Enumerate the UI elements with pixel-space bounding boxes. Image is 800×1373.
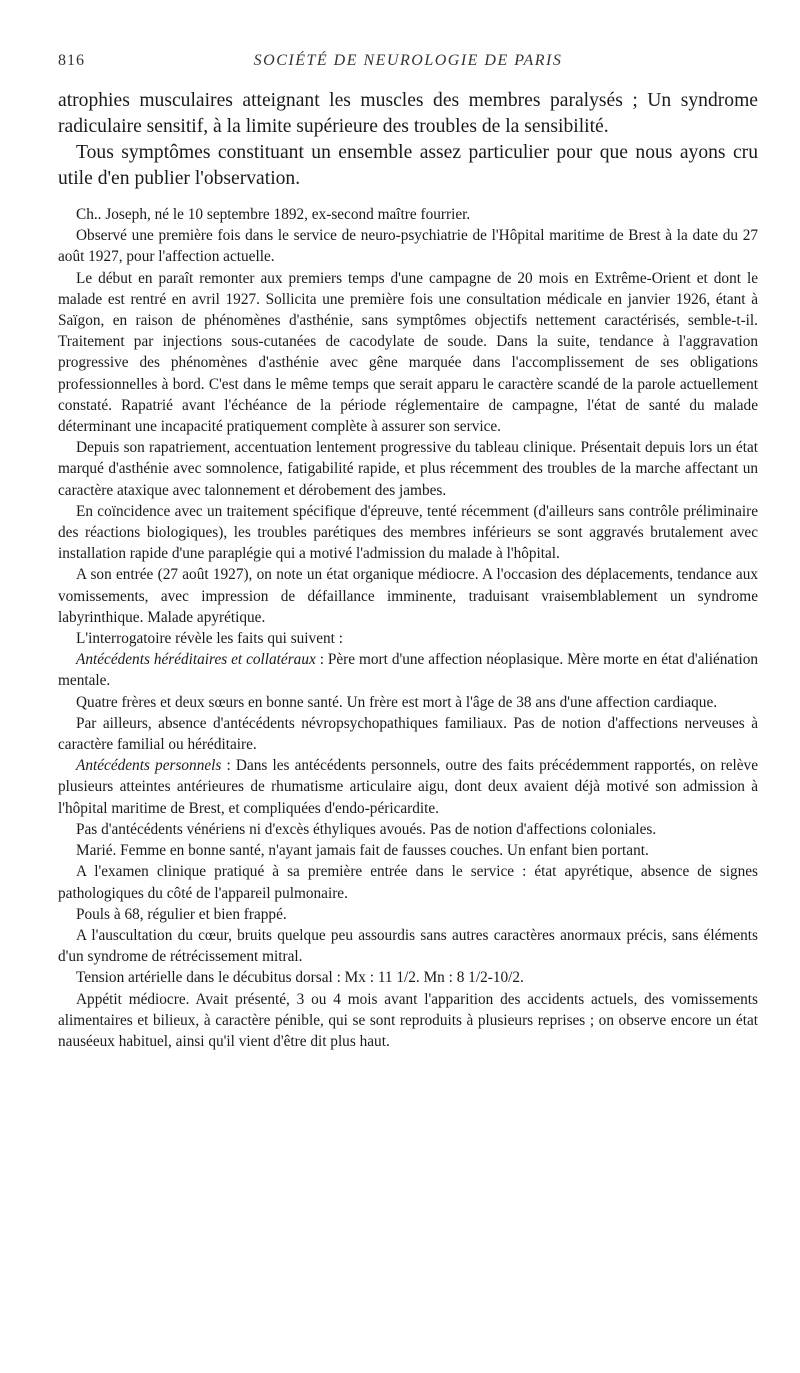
obs-paragraph: Pas d'antécédents vénériens ni d'excès éthyliques avoués. Pas de notion d'affections coloniales. <box>76 820 657 838</box>
obs-paragraph: Ch.. Joseph, né le 10 septembre 1892, ex-second maître fourrier. <box>76 206 471 223</box>
obs-paragraph: A l'auscultation du cœur, bruits quelque peu assourdis sans autres caractères anormaux précis, sans éléments d'un syndrome de rétrécissement mitral. <box>58 926 758 966</box>
obs-paragraph: A son entrée (27 août 1927), on note un état organique médiocre. A l'occasion des déplacements, tendance aux vomissements, avec impression de défaillance imminente, traduisant vraisemblablement un syndrome labyrinthique. Malade apyrétique. <box>58 566 758 626</box>
running-header <box>58 52 758 80</box>
obs-paragraph: Tension artérielle dans le décubitus dorsal : Mx : 11 1/2. Mn : 8 1/2-10/2. <box>76 969 524 987</box>
page-number: 816 <box>58 52 85 69</box>
obs-paragraph: A l'examen clinique pratiqué à sa première entrée dans le service : état apyrétique, absence de signes pathologiques du côté de l'appareil pulmonaire. <box>58 863 758 902</box>
obs-paragraph: En coïncidence avec un traitement spécifique d'épreuve, tenté récemment (d'ailleurs sans contrôle préliminaire des réactions biologiques), les troubles parétiques des membres inférieurs se sont aggravés brutalement avec installation rapide d'une paraplégie qui a motivé l'admission du malade à l'hôpital. <box>58 502 758 563</box>
intro-paragraph: Tous symptômes constituant un ensemble assez particulier pour que nous ayons cru utile d'en publier l'observation. <box>58 142 758 189</box>
observation-text <box>58 204 758 1052</box>
obs-paragraph: Antécédents personnels : Dans les antécédents personnels, outre des faits précédemment rapportés, on relève plusieurs atteintes antérieures de rhumatisme articulaire aigu, dont deux avaient déjà motivé son admission à l'hôpital maritime de Brest, et compliquées d'endo-péricardite. <box>58 757 758 817</box>
journal-title: SOCIÉTÉ DE NEUROLOGIE DE PARIS <box>253 52 563 69</box>
obs-paragraph: L'interrogatoire révèle les faits qui suivent : <box>76 630 343 648</box>
obs-paragraph: Quatre frères et deux sœurs en bonne santé. Un frère est mort à l'âge de 38 ans d'une affection cardiaque. <box>76 693 718 711</box>
obs-paragraph: Marié. Femme en bonne santé, n'ayant jamais fait de fausses couches. Un enfant bien portant. <box>76 842 649 860</box>
obs-paragraph: Antécédents héréditaires et collatéraux : Père mort d'une affection néoplasique. Mère morte en état d'aliénation mentale. <box>58 651 758 690</box>
obs-paragraph: Depuis son rapatriement, accentuation lentement progressive du tableau clinique. Présentait depuis lors un état marqué d'asthénie avec somnolence, fatigabilité rapide, et plus récemment des troubles de la marche affectant un caractère ataxique avec talonnement et dérobement des jambes. <box>58 439 758 499</box>
obs-paragraph: Observé une première fois dans le service de neuro-psychiatrie de l'Hôpital maritime de Brest à la date du 27 août 1927, pour l'affection actuelle. <box>58 227 758 266</box>
obs-paragraph: Par ailleurs, absence d'antécédents névropsychopathiques familiaux. Pas de notion d'affections nerveuses à caractère familial ou héréditaire. <box>58 714 758 754</box>
section-lead: Antécédents héréditaires et collatéraux <box>76 651 316 669</box>
intro-text <box>58 88 758 192</box>
intro-paragraph: atrophies musculaires atteignant les muscles des membres paralysés ; Un syndrome radiculaire sensitif, à la limite supérieure des troubles de la sensibilité. <box>58 90 758 137</box>
section-lead: Antécédents personnels <box>76 757 222 775</box>
obs-paragraph: Pouls à 68, régulier et bien frappé. <box>76 905 287 923</box>
obs-paragraph: Appétit médiocre. Avait présenté, 3 ou 4 mois avant l'apparition des accidents actuels, des vomissements alimentaires et bilieux, à caractère pénible, qui se sont reproduits à plusieurs reprises ; on observe encore un état nauséeux habituel, ainsi qu'il vient d'être dit plus haut. <box>58 990 758 1050</box>
obs-paragraph: Le début en paraît remonter aux premiers temps d'une campagne de 20 mois en Extrême-Orient et dont le malade est rentré en avril 1927. Sollicita une première fois une consultation médicale en janvier 1926, étant à Saïgon, en raison de phénomènes d'asthénie, sans symptômes objectifs nettement caractérisés, semble-t-il. Traitement par injections sous-cutanées de cacodylate de soude. Dans la suite, tendance à l'aggravation progressive des phénomènes d'asthénie avec gêne marquée dans l'accomplissement de ses obligations professionnelles à bord. C'est dans le même temps que serait apparu le caractère scandé de la parole actuellement constaté. Rapatrié avant l'échéance de la période réglementaire de campagne, l'état de santé du malade déterminant une incapacité pratiquement complète à assurer son service. <box>58 269 758 436</box>
